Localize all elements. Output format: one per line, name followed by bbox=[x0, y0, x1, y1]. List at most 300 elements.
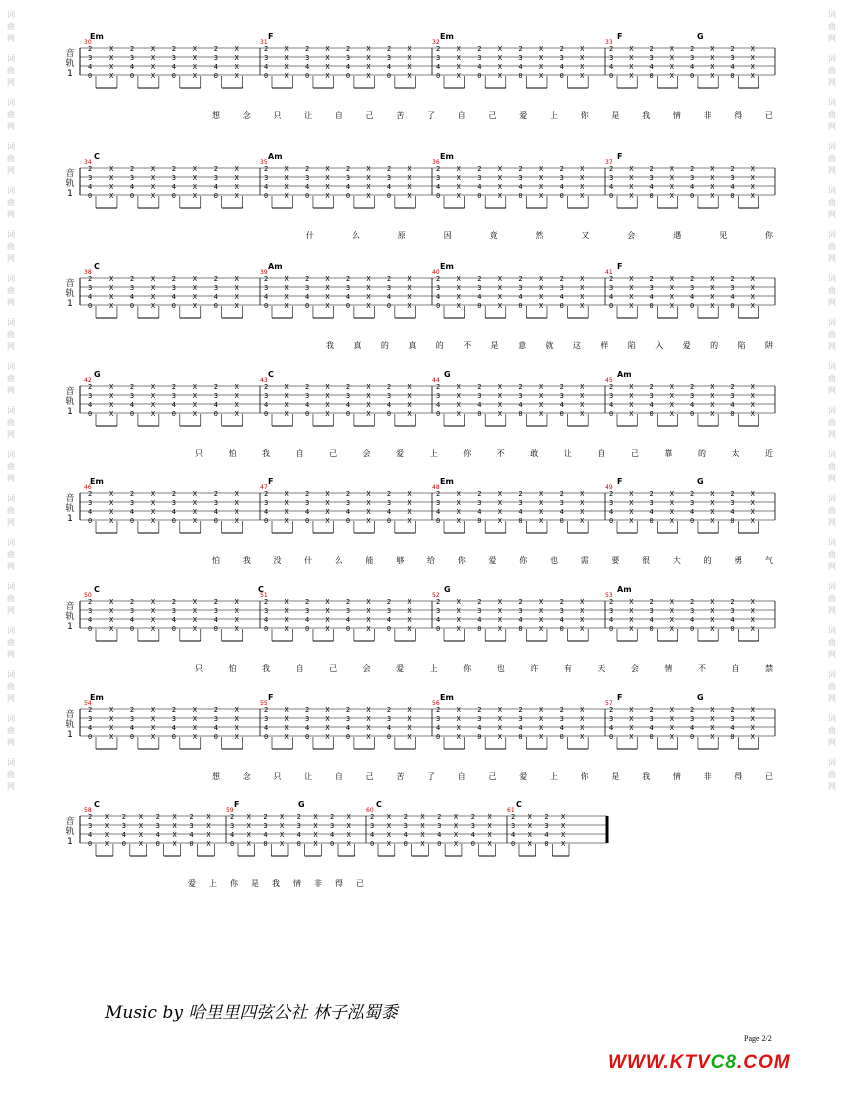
fret-number: X bbox=[629, 183, 634, 191]
fret-number: 0 bbox=[649, 625, 654, 633]
fret-number: X bbox=[497, 192, 503, 200]
fret-number: X bbox=[669, 284, 674, 292]
fret-number: 2 bbox=[386, 45, 392, 53]
fret-number: 4 bbox=[304, 63, 310, 71]
measure-number: 52 bbox=[432, 592, 440, 599]
fret-number: 2 bbox=[345, 490, 351, 498]
fret-number: X bbox=[325, 733, 330, 741]
fret-number: 2 bbox=[518, 45, 523, 53]
fret-number: X bbox=[150, 275, 156, 283]
fret-number: 4 bbox=[345, 401, 351, 409]
fret-number: 3 bbox=[296, 822, 301, 830]
fret-number: X bbox=[750, 706, 755, 714]
fret-number: 4 bbox=[189, 831, 194, 839]
lyric-char: 自 bbox=[295, 664, 304, 673]
fret-number: X bbox=[284, 733, 289, 741]
fret-number: 4 bbox=[345, 616, 351, 624]
watermark-char: 网 bbox=[7, 694, 15, 703]
fret-number: 3 bbox=[213, 499, 218, 507]
fret-number: 3 bbox=[730, 174, 735, 182]
lyric-char: 我 bbox=[642, 111, 651, 120]
fret-number: 0 bbox=[171, 733, 177, 741]
lyric-char: 你 bbox=[463, 664, 472, 673]
fret-number: 4 bbox=[689, 183, 695, 191]
fret-number: X bbox=[407, 383, 412, 391]
watermark-char: 词 bbox=[7, 318, 15, 327]
lyric-char: 近 bbox=[765, 449, 773, 458]
measure-number: 55 bbox=[260, 700, 268, 707]
fret-number: X bbox=[150, 401, 156, 409]
fret-number: 0 bbox=[213, 192, 218, 200]
fret-number: X bbox=[325, 724, 330, 732]
fret-number: X bbox=[669, 616, 674, 624]
fret-number: 0 bbox=[264, 72, 269, 80]
lyric-char: 不 bbox=[463, 341, 472, 350]
fret-number: 2 bbox=[559, 275, 564, 283]
fret-number: X bbox=[366, 733, 371, 741]
watermark-char: 词 bbox=[7, 54, 15, 63]
watermark-char: 词 bbox=[7, 274, 15, 283]
fret-number: 4 bbox=[129, 508, 135, 516]
watermark-char: 网 bbox=[7, 738, 15, 747]
fret-number: X bbox=[750, 616, 755, 624]
fret-number: X bbox=[420, 822, 425, 830]
fret-number: X bbox=[386, 813, 392, 821]
fret-number: 3 bbox=[386, 54, 392, 62]
fret-number: 4 bbox=[518, 63, 523, 71]
fret-number: 3 bbox=[649, 284, 654, 292]
fret-number: 2 bbox=[213, 598, 218, 606]
chord-symbol: F bbox=[268, 477, 274, 486]
watermark-char: 曲 bbox=[828, 726, 836, 735]
lyric-char: 我 bbox=[272, 879, 280, 888]
fret-number: 2 bbox=[477, 45, 482, 53]
lyric-char: 我 bbox=[242, 556, 251, 565]
fret-number: 2 bbox=[345, 165, 351, 173]
fret-number: X bbox=[750, 607, 755, 615]
fret-number: X bbox=[150, 302, 156, 310]
fret-number: X bbox=[366, 706, 371, 714]
fret-number: 2 bbox=[370, 813, 375, 821]
fret-number: X bbox=[456, 63, 461, 71]
fret-number: 3 bbox=[345, 499, 351, 507]
lyric-char: 上 bbox=[549, 772, 558, 781]
fret-number: 4 bbox=[171, 183, 177, 191]
fret-number: 0 bbox=[88, 517, 93, 525]
fret-number: 2 bbox=[264, 490, 269, 498]
lyric-char: 许 bbox=[530, 664, 539, 673]
watermark-char: 网 bbox=[7, 518, 15, 527]
fret-number: X bbox=[284, 499, 289, 507]
fret-number: X bbox=[669, 410, 674, 418]
fret-number: X bbox=[234, 275, 239, 283]
watermark-char: 曲 bbox=[7, 198, 15, 207]
fret-number: X bbox=[366, 410, 371, 418]
fret-number: X bbox=[407, 63, 412, 71]
tab-system bbox=[0, 477, 841, 565]
fret-number: X bbox=[750, 183, 755, 191]
fret-number: 4 bbox=[511, 831, 516, 839]
fret-number: 2 bbox=[213, 706, 218, 714]
fret-number: X bbox=[234, 174, 239, 182]
fret-number: X bbox=[629, 499, 634, 507]
measure-number: 38 bbox=[84, 269, 92, 276]
fret-number: X bbox=[580, 293, 585, 301]
fret-number: X bbox=[669, 499, 674, 507]
fret-number: X bbox=[108, 508, 114, 516]
fret-number: 2 bbox=[213, 165, 218, 173]
fret-number: X bbox=[629, 724, 634, 732]
watermark-char: 曲 bbox=[828, 22, 836, 31]
fret-number: 0 bbox=[730, 625, 735, 633]
fret-number: X bbox=[497, 174, 503, 182]
fret-number: 3 bbox=[559, 499, 564, 507]
fret-number: X bbox=[325, 165, 330, 173]
fret-number: 0 bbox=[121, 840, 127, 848]
watermark-char: 曲 bbox=[7, 418, 15, 427]
fret-number: X bbox=[108, 183, 114, 191]
fret-number: X bbox=[150, 607, 156, 615]
fret-number: X bbox=[407, 499, 412, 507]
fret-number: 3 bbox=[88, 392, 93, 400]
fret-number: X bbox=[538, 499, 544, 507]
fret-number: X bbox=[108, 192, 114, 200]
fret-number: X bbox=[669, 45, 674, 53]
fret-number: X bbox=[669, 383, 674, 391]
fret-number: X bbox=[234, 383, 239, 391]
watermark-char: 网 bbox=[7, 254, 15, 263]
fret-number: X bbox=[710, 174, 715, 182]
fret-number: X bbox=[580, 183, 585, 191]
fret-number: X bbox=[192, 302, 197, 310]
fret-number: X bbox=[234, 724, 239, 732]
fret-number: 3 bbox=[345, 284, 351, 292]
fret-number: 4 bbox=[88, 831, 93, 839]
fret-number: 0 bbox=[129, 302, 135, 310]
fret-number: 0 bbox=[436, 410, 441, 418]
measure-number: 53 bbox=[605, 592, 613, 599]
fret-number: X bbox=[284, 598, 289, 606]
fret-number: 3 bbox=[88, 607, 93, 615]
fret-number: 0 bbox=[213, 625, 218, 633]
fret-number: X bbox=[497, 284, 503, 292]
fret-number: 0 bbox=[345, 625, 351, 633]
fret-number: X bbox=[407, 174, 412, 182]
fret-number: X bbox=[234, 715, 239, 723]
fret-number: X bbox=[325, 192, 330, 200]
track-label: 音 轨 1 bbox=[65, 387, 75, 417]
fret-number: 4 bbox=[730, 508, 735, 516]
lyric-char: 有 bbox=[563, 664, 572, 673]
fret-number: X bbox=[580, 383, 585, 391]
fret-number: X bbox=[750, 508, 755, 516]
fret-number: X bbox=[284, 293, 289, 301]
fret-number: 3 bbox=[171, 499, 177, 507]
fret-number: 0 bbox=[649, 733, 654, 741]
fret-number: 3 bbox=[609, 607, 614, 615]
fret-number: X bbox=[407, 293, 412, 301]
lyric-char: 只 bbox=[195, 664, 203, 673]
fret-number: X bbox=[150, 192, 156, 200]
fret-number: 0 bbox=[689, 192, 695, 200]
lyric-char: 需 bbox=[580, 556, 589, 565]
site-logo[interactable] bbox=[608, 1052, 791, 1074]
fret-number: 3 bbox=[470, 822, 475, 830]
fret-number: X bbox=[150, 706, 156, 714]
fret-number: X bbox=[538, 706, 544, 714]
lyric-char: 上 bbox=[429, 449, 438, 458]
fret-number: X bbox=[710, 293, 715, 301]
fret-number: X bbox=[456, 392, 461, 400]
fret-number: X bbox=[710, 715, 715, 723]
fret-number: 0 bbox=[88, 840, 93, 848]
fret-number: X bbox=[456, 293, 461, 301]
measure-number: 34 bbox=[84, 159, 92, 166]
fret-number: 3 bbox=[559, 607, 564, 615]
fret-number: 4 bbox=[689, 508, 695, 516]
fret-number: 2 bbox=[649, 598, 654, 606]
fret-number: 2 bbox=[155, 813, 160, 821]
watermark-char: 词 bbox=[828, 758, 836, 767]
fret-number: X bbox=[104, 813, 110, 821]
fret-number: X bbox=[538, 54, 544, 62]
watermark-char: 词 bbox=[7, 142, 15, 151]
fret-number: 2 bbox=[609, 275, 614, 283]
fret-number: X bbox=[497, 499, 503, 507]
fret-number: X bbox=[192, 401, 197, 409]
fret-number: 0 bbox=[649, 410, 654, 418]
fret-number: 0 bbox=[263, 840, 268, 848]
watermark-char: 网 bbox=[828, 518, 836, 527]
fret-number: X bbox=[456, 724, 461, 732]
fret-number: 0 bbox=[189, 840, 194, 848]
lyric-char: 你 bbox=[765, 231, 773, 240]
fret-number: X bbox=[456, 302, 461, 310]
fret-number: X bbox=[234, 192, 239, 200]
fret-number: X bbox=[366, 401, 371, 409]
fret-number: X bbox=[580, 715, 585, 723]
fret-number: X bbox=[538, 724, 544, 732]
fret-number: X bbox=[456, 383, 461, 391]
fret-number: X bbox=[497, 715, 503, 723]
fret-number: X bbox=[234, 165, 239, 173]
tab-system bbox=[0, 152, 841, 240]
fret-number: X bbox=[366, 63, 371, 71]
fret-number: 0 bbox=[544, 840, 549, 848]
lyric-char: 爱 bbox=[396, 449, 405, 458]
fret-number: X bbox=[366, 192, 371, 200]
fret-number: 0 bbox=[386, 733, 392, 741]
fret-number: 0 bbox=[264, 733, 269, 741]
watermark-char: 曲 bbox=[828, 682, 836, 691]
fret-number: X bbox=[192, 54, 197, 62]
fret-number: 3 bbox=[609, 54, 614, 62]
fret-number: 3 bbox=[155, 822, 160, 830]
fret-number: 2 bbox=[304, 275, 310, 283]
lyric-char: 你 bbox=[580, 111, 589, 120]
fret-number: X bbox=[172, 813, 177, 821]
lyric-char: 让 bbox=[304, 111, 313, 120]
fret-number: 4 bbox=[129, 183, 135, 191]
watermark-char: 网 bbox=[828, 34, 836, 43]
lyric-char: 非 bbox=[703, 111, 712, 120]
fret-number: X bbox=[280, 831, 285, 839]
fret-number: 2 bbox=[345, 45, 351, 53]
chord-symbol: Am bbox=[268, 152, 283, 161]
lyric-char: 你 bbox=[463, 449, 472, 458]
fret-number: 3 bbox=[609, 284, 614, 292]
fret-number: 4 bbox=[403, 831, 408, 839]
fret-number: 4 bbox=[129, 401, 135, 409]
fret-number: 0 bbox=[386, 192, 392, 200]
fret-number: 0 bbox=[213, 733, 218, 741]
fret-number: 4 bbox=[386, 401, 392, 409]
fret-number: 0 bbox=[264, 302, 269, 310]
fret-number: 4 bbox=[649, 63, 654, 71]
fret-number: X bbox=[538, 192, 544, 200]
fret-number: X bbox=[234, 625, 239, 633]
fret-number: X bbox=[366, 293, 371, 301]
fret-number: X bbox=[150, 499, 156, 507]
lyric-char: 自 bbox=[457, 772, 466, 781]
fret-number: 0 bbox=[477, 517, 482, 525]
fret-number: X bbox=[580, 165, 585, 173]
fret-number: X bbox=[234, 410, 239, 418]
fret-number: 0 bbox=[649, 192, 654, 200]
fret-number: X bbox=[108, 724, 114, 732]
chord-symbol: Em bbox=[440, 32, 454, 41]
fret-number: 3 bbox=[477, 284, 482, 292]
fret-number: X bbox=[580, 706, 585, 714]
fret-number: 0 bbox=[345, 192, 351, 200]
fret-number: 4 bbox=[559, 508, 564, 516]
fret-number: 0 bbox=[386, 410, 392, 418]
fret-number: X bbox=[280, 822, 285, 830]
fret-number: X bbox=[580, 607, 585, 615]
fret-number: X bbox=[108, 607, 114, 615]
fret-number: 4 bbox=[477, 183, 482, 191]
fret-number: 0 bbox=[730, 410, 735, 418]
chord-symbol: F bbox=[268, 693, 274, 702]
fret-number: X bbox=[497, 598, 503, 606]
fret-number: 0 bbox=[264, 517, 269, 525]
fret-number: 4 bbox=[213, 293, 218, 301]
lyric-char: 天 bbox=[597, 664, 606, 673]
watermark-char: 网 bbox=[7, 342, 15, 351]
fret-number: X bbox=[497, 410, 503, 418]
fret-number: 4 bbox=[477, 724, 482, 732]
fret-number: X bbox=[538, 392, 544, 400]
fret-number: 2 bbox=[264, 383, 269, 391]
lyric-char: 会 bbox=[362, 449, 371, 458]
fret-number: X bbox=[150, 517, 156, 525]
watermark-char: 词 bbox=[7, 10, 15, 19]
watermark-char: 词 bbox=[7, 714, 15, 723]
fret-number: 3 bbox=[559, 284, 564, 292]
watermark-char: 网 bbox=[7, 782, 15, 791]
watermark-char: 词 bbox=[828, 54, 836, 63]
fret-number: X bbox=[366, 54, 371, 62]
lyric-char: 情 bbox=[664, 664, 673, 673]
fret-number: 4 bbox=[386, 183, 392, 191]
fret-number: X bbox=[150, 183, 156, 191]
chord-symbol: F bbox=[234, 800, 240, 809]
fret-number: X bbox=[629, 383, 634, 391]
fret-number: 2 bbox=[129, 45, 135, 53]
measure-number: 40 bbox=[432, 269, 440, 276]
fret-number: 4 bbox=[436, 401, 441, 409]
fret-number: 4 bbox=[609, 293, 614, 301]
fret-number: X bbox=[366, 383, 371, 391]
fret-number: 0 bbox=[155, 840, 160, 848]
fret-number: 0 bbox=[171, 192, 177, 200]
watermark-char: 网 bbox=[828, 210, 836, 219]
fret-number: 2 bbox=[264, 45, 269, 53]
fret-number: 3 bbox=[88, 822, 93, 830]
lyric-char: 苦 bbox=[396, 772, 405, 781]
fret-number: X bbox=[750, 174, 755, 182]
watermark-char: 网 bbox=[7, 210, 15, 219]
fret-number: X bbox=[284, 174, 289, 182]
fret-number: X bbox=[108, 598, 114, 606]
fret-number: 0 bbox=[689, 733, 695, 741]
fret-number: X bbox=[527, 840, 532, 848]
fret-number: X bbox=[407, 392, 412, 400]
fret-number: 0 bbox=[345, 410, 351, 418]
fret-number: X bbox=[284, 192, 289, 200]
chord-symbol: F bbox=[617, 152, 623, 161]
lyric-char: 爱 bbox=[682, 341, 691, 350]
fret-number: 0 bbox=[88, 192, 93, 200]
fret-number: X bbox=[192, 275, 197, 283]
fret-number: X bbox=[325, 499, 330, 507]
fret-number: X bbox=[108, 72, 114, 80]
fret-number: X bbox=[538, 733, 544, 741]
fret-number: 0 bbox=[345, 517, 351, 525]
fret-number: X bbox=[150, 383, 156, 391]
fret-number: X bbox=[325, 54, 330, 62]
chord-symbol: Am bbox=[617, 370, 632, 379]
fret-number: X bbox=[234, 284, 239, 292]
watermark-char: 词 bbox=[7, 186, 15, 195]
fret-number: X bbox=[456, 607, 461, 615]
lyric-char: 念 bbox=[242, 772, 251, 781]
fret-number: 2 bbox=[263, 813, 268, 821]
fret-number: X bbox=[366, 302, 371, 310]
watermark-char: 曲 bbox=[7, 682, 15, 691]
fret-number: X bbox=[710, 598, 715, 606]
fret-number: X bbox=[325, 293, 330, 301]
fret-number: X bbox=[366, 165, 371, 173]
watermark-char: 词 bbox=[7, 626, 15, 635]
fret-number: X bbox=[456, 508, 461, 516]
fret-number: X bbox=[313, 840, 318, 848]
fret-number: X bbox=[407, 192, 412, 200]
fret-number: 4 bbox=[88, 293, 93, 301]
watermark-char: 网 bbox=[828, 386, 836, 395]
fret-number: 0 bbox=[477, 733, 482, 741]
fret-number: X bbox=[710, 410, 715, 418]
fret-number: 0 bbox=[129, 72, 135, 80]
measure-number: 43 bbox=[260, 377, 268, 384]
lyric-char: 己 bbox=[630, 449, 639, 458]
chord-symbol: C bbox=[376, 800, 382, 809]
fret-number: X bbox=[325, 174, 330, 182]
fret-number: 0 bbox=[689, 302, 695, 310]
fret-number: 2 bbox=[730, 598, 735, 606]
fret-number: X bbox=[284, 183, 289, 191]
fret-number: 3 bbox=[213, 392, 218, 400]
